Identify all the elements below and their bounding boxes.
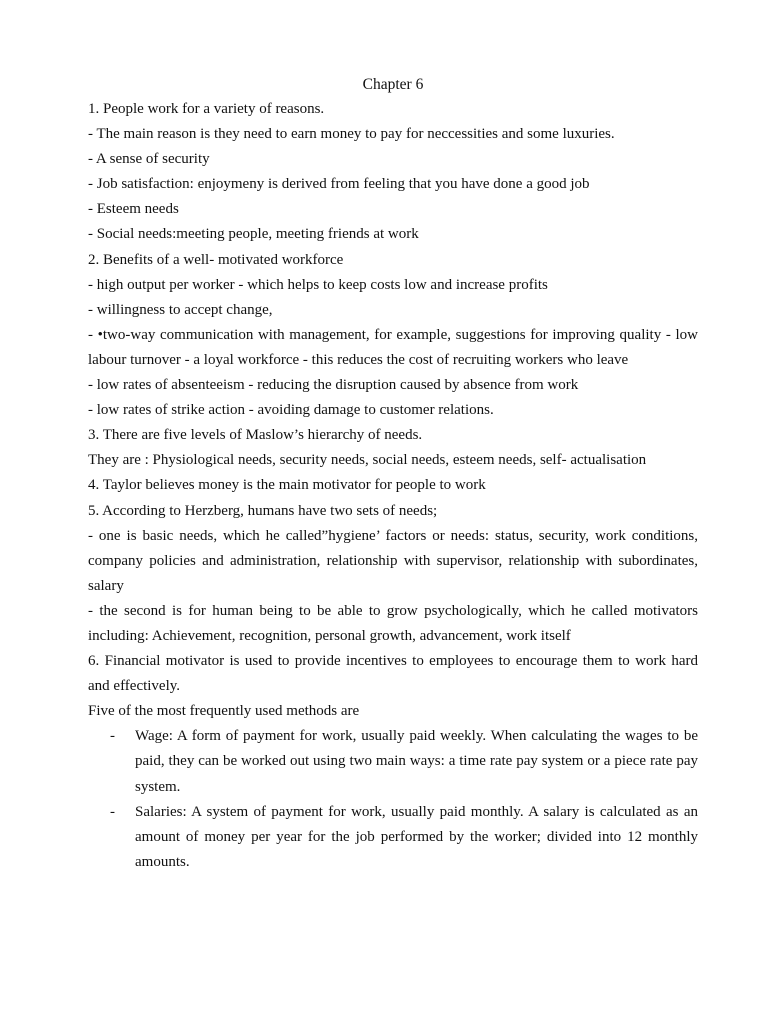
method-salaries: Salaries: A system of payment for work, usually paid monthly. A salary is calculated as an amount of money per year for the job performed by the worker; divided into 12 monthly amounts. (135, 803, 698, 870)
methods-list (88, 724, 698, 875)
methods-intro: Five of the most frequently used methods are (88, 703, 360, 720)
list-item (88, 724, 698, 799)
section-1-heading: 1. People work for a variety of reasons. (88, 101, 325, 117)
benefit-low-strike: - low rates of strike action - avoiding damage to customer relations. (88, 402, 494, 419)
list-dash: - (110, 728, 115, 745)
herzberg-motivators: - the second is for human being to be able to grow psychologically, which he called motivators including: Achievement, recognition, personal growth, advancement, work itself (88, 602, 698, 644)
page-title: Chapter 6 (362, 76, 424, 93)
reason-money: - The main reason is they need to earn money to pay for neccessities and some luxuries. (88, 126, 615, 143)
section-6-heading: 6. Financial motivator is used to provide incentives to employees to encourage them to work hard and effectively. (88, 653, 698, 695)
maslow-levels: They are : Physiological needs, security needs, social needs, esteem needs, self- actualisation (88, 452, 647, 469)
reason-esteem: - Esteem needs (88, 201, 179, 218)
benefit-high-output: - high output per worker - which helps to keep costs low and increase profits (88, 276, 548, 293)
section-3-heading: 3. There are five levels of Maslow’s hierarchy of needs. (88, 427, 423, 444)
section-5-heading: 5. According to Herzberg, humans have two sets of needs; (88, 502, 438, 519)
benefit-low-absenteeism: - low rates of absenteeism - reducing the disruption caused by absence from work (88, 377, 579, 394)
section-4-heading: 4. Taylor believes money is the main motivator for people to work (88, 477, 486, 494)
list-item (88, 800, 698, 875)
herzberg-hygiene: - one is basic needs, which he called”hygiene’ factors or needs: status, security, work conditions, company policies and administration, relationship with supervisor, relationship with subordinates, salary (88, 527, 698, 594)
reason-social: - Social needs:meeting people, meeting friends at work (88, 226, 419, 243)
benefit-communication: - •two-way communication with management, for example, suggestions for improving quality - low labour turnover - a loyal workforce - this reduces the cost of recruiting workers who leave (88, 326, 698, 368)
section-2-heading: 2. Benefits of a well- motivated workforce (88, 251, 344, 268)
list-dash: - (110, 803, 115, 820)
document-page (88, 72, 698, 875)
reason-job-satisfaction: - Job satisfaction: enjoymeny is derived from feeling that you have done a good job (88, 176, 590, 193)
reason-security: - A sense of security (88, 151, 210, 168)
method-wage: Wage: A form of payment for work, usually paid weekly. When calculating the wages to be paid, they can be worked out using two main ways: a time rate pay system or a piece rate pay system. (135, 728, 698, 795)
benefit-accept-change: - willingness to accept change, (88, 301, 273, 318)
